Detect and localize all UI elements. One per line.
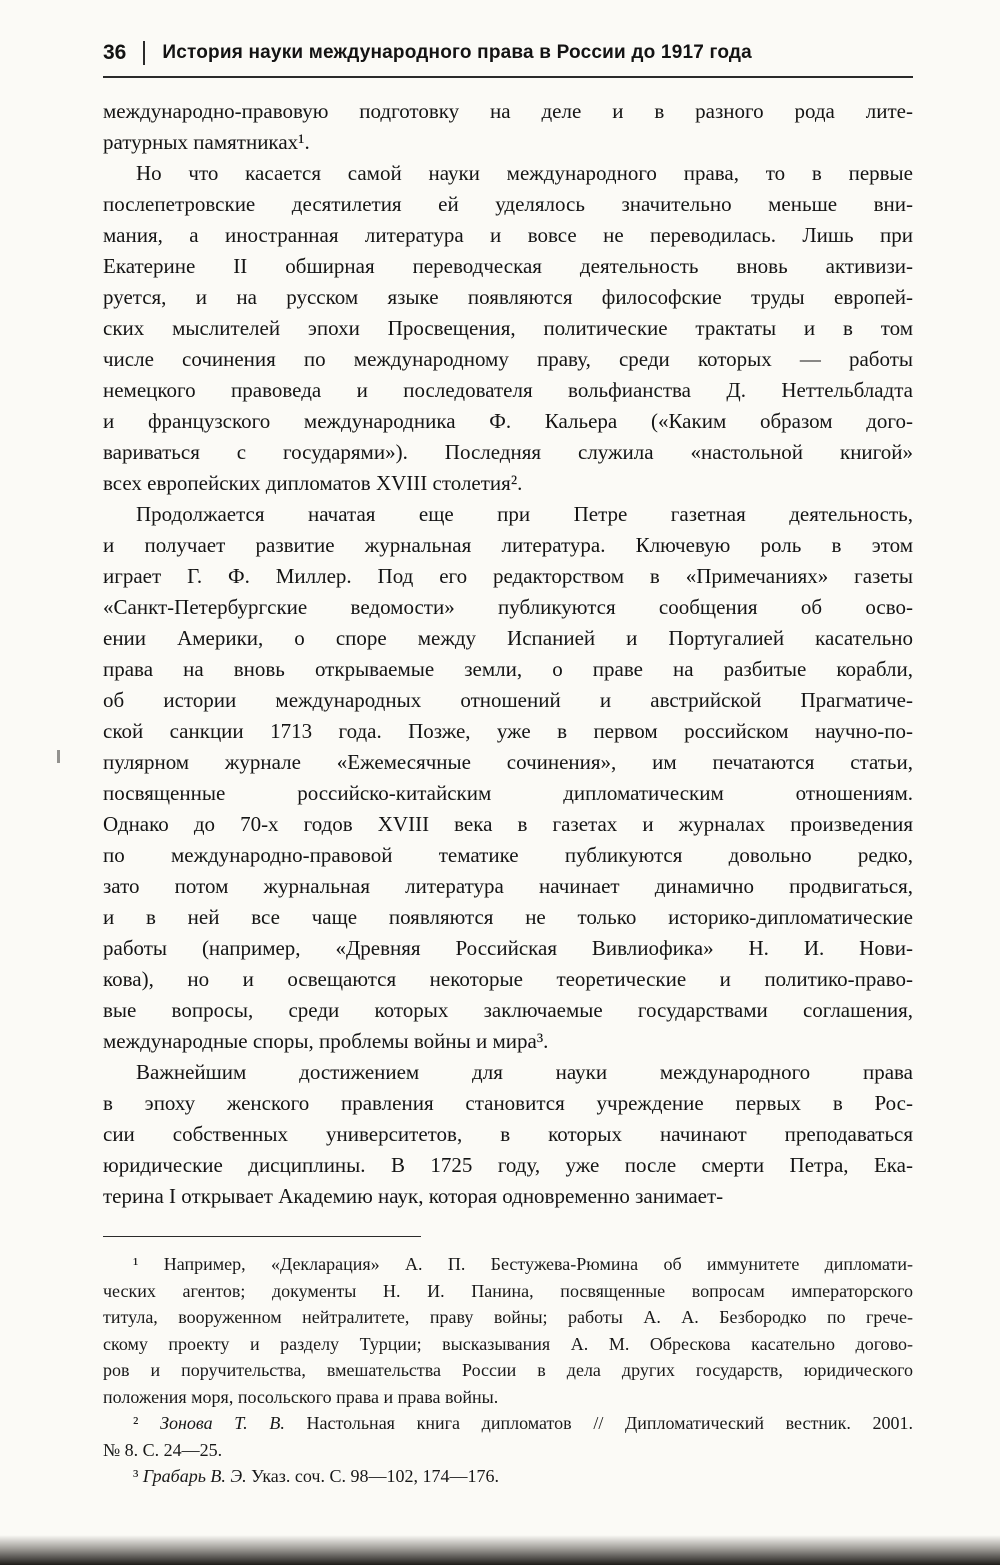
text-line: по международно-правовой тематике публикуются довольно редко, xyxy=(103,843,913,867)
page-content xyxy=(103,40,913,1490)
footnote-text: скому проекту и разделу Турции; высказывания А. М. Обрескова касательно догово- xyxy=(103,1333,913,1354)
text-line: Но что касается самой науки международного права, то в первые xyxy=(136,161,913,185)
footnote-text: титула, вооруженном нейтралитете, праву войны; работы А. А. Безбородко по грече- xyxy=(103,1307,913,1327)
paragraph xyxy=(103,96,913,158)
text-line: права на вновь открываемые земли, о праве на разбитые корабли, xyxy=(103,657,913,681)
text-line: международные споры, проблемы войны и мира³. xyxy=(103,1029,549,1053)
text-line: Однако до 70-х годов XVIII века в газетах и журналах произведения xyxy=(103,812,913,836)
text-line: ении Америки, о споре между Испанией и Португалией касательно xyxy=(103,626,913,650)
text-line: и в ней все чаще появляются не только историко-дипломатические xyxy=(103,905,913,929)
footnote xyxy=(103,1410,913,1463)
text-line: зато потом журнальная литература начинает динамично продвигаться, xyxy=(103,874,913,898)
text-line: и получает развитие журнальная литература. Ключевую роль в этом xyxy=(103,533,913,557)
paragraph xyxy=(103,499,913,1057)
text-line: немецкого правоведа и последователя вольфианства Д. Неттельбладта xyxy=(103,378,913,402)
text-line: мания, а иностранная литература и вовсе не переводилась. Лишь при xyxy=(103,223,913,247)
text-line: Продолжается начатая еще при Петре газетная деятельность, xyxy=(136,502,913,526)
text-line: работы (например, «Древняя Российская Вивлиофика» Н. И. Нови- xyxy=(103,936,913,960)
text-line: «Санкт-Петербургские ведомости» публикуются сообщения об осво- xyxy=(103,595,913,619)
text-line: кова), но и освещаются некоторые теоретические и политико-право- xyxy=(103,967,913,991)
paragraph xyxy=(103,158,913,499)
footnote-line xyxy=(103,1251,913,1278)
text-line: Важнейшим достижением для науки международного права xyxy=(136,1060,913,1084)
footnote-line xyxy=(103,1437,913,1464)
footnote-text: ческих агентов; документы Н. И. Панина, посвященные вопросам императорского xyxy=(103,1280,913,1301)
footnote-line xyxy=(103,1410,913,1437)
footnote-author: Зонова Т. В. xyxy=(160,1413,285,1433)
footnote-line xyxy=(103,1304,913,1331)
footnote-text: № 8. С. 24—25. xyxy=(103,1439,223,1460)
footnote-line xyxy=(103,1357,913,1384)
page-number: 36 xyxy=(103,41,127,64)
text-line: Екатерине II обширная переводческая деятельность вновь активизи- xyxy=(103,254,913,278)
bottom-shadow xyxy=(0,1535,1000,1565)
text-line: вариваться с государями»). Последняя служила «настольной книгой» xyxy=(103,440,913,464)
footnote xyxy=(103,1251,913,1410)
text-line: всех европейских дипломатов XVIII столетия². xyxy=(103,471,523,495)
footnote-text: ² xyxy=(133,1413,161,1433)
text-line: терина I открывает Академию наук, которая одновременно занимает- xyxy=(103,1184,724,1208)
text-line: послепетровские десятилетия ей уделялось значительно меньше вни- xyxy=(103,192,913,216)
footnote-line xyxy=(103,1463,913,1490)
text-line: руется, и на русском языке появляются философские труды европей- xyxy=(103,285,913,309)
text-line: международно-правовую подготовку на деле и в разного рода лите- xyxy=(103,99,913,123)
header-divider xyxy=(143,41,145,65)
text-line: юридические дисциплины. В 1725 году, уже после смерти Петра, Ека- xyxy=(103,1153,913,1177)
footnote-rule xyxy=(103,1236,421,1237)
text-line: ской санкции 1713 года. Позже, уже в первом российском научно-по- xyxy=(103,719,913,743)
footnote-text: ³ xyxy=(133,1466,143,1486)
footnote-text: Указ. соч. С. 98—102, 174—176. xyxy=(246,1466,499,1486)
text-line: ских мыслителей эпохи Просвещения, политические трактаты и в том xyxy=(103,316,913,340)
text-line: посвященные российско-китайским дипломатическим отношениям. xyxy=(103,781,913,805)
running-title: История науки международного права в России до 1917 года xyxy=(162,42,752,63)
footnote-text: ров и поручительства, вмешательства России в дела других государств, юридического xyxy=(103,1360,913,1380)
text-line: вые вопросы, среди которых заключаемые государствами соглашения, xyxy=(103,998,913,1022)
text-line: ратурных памятниках¹. xyxy=(103,130,310,154)
text-line: пулярном журнале «Ежемесячные сочинения», им печатаются статьи, xyxy=(103,750,913,774)
body-text xyxy=(103,96,913,1212)
footnote-text: положения моря, посольского права и права войны. xyxy=(103,1386,499,1407)
footnote-text: Настольная книга дипломатов // Дипломатический вестник. 2001. xyxy=(284,1413,913,1433)
text-line: в эпоху женского правления становится учреждение первых в Рос- xyxy=(103,1091,913,1115)
margin-mark xyxy=(57,750,60,763)
footnotes xyxy=(103,1251,913,1490)
footnote-line xyxy=(103,1331,913,1358)
footnote-author: Грабарь В. Э. xyxy=(142,1466,247,1486)
text-line: и французского международника Ф. Кальера («Каким образом дого- xyxy=(103,409,913,433)
page-header xyxy=(103,40,913,78)
text-line: сии собственных университетов, в которых начинают преподаваться xyxy=(103,1122,913,1146)
paragraph xyxy=(103,1057,913,1212)
footnote xyxy=(103,1463,913,1490)
footnote-text: ¹ Например, «Декларация» А. П. Бестужева-Рюмина об иммунитете дипломати- xyxy=(133,1254,913,1274)
text-line: об истории международных отношений и австрийской Прагматиче- xyxy=(103,688,913,712)
text-line: играет Г. Ф. Миллер. Под его редакторством в «Примечаниях» газеты xyxy=(103,564,913,588)
footnote-line xyxy=(103,1384,913,1411)
text-line: числе сочинения по международному праву, среди которых — работы xyxy=(103,347,913,371)
footnote-line xyxy=(103,1278,913,1305)
